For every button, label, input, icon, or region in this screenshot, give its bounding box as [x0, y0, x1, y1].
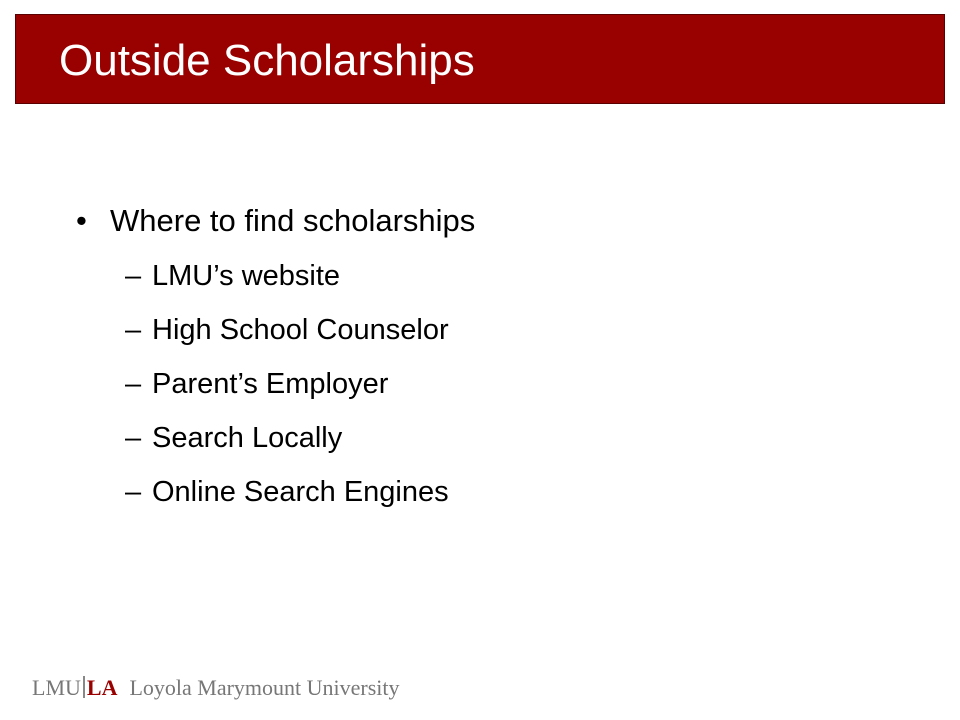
sub-bullet-item — [125, 421, 449, 475]
footer-la: LA — [86, 675, 118, 700]
sub-bullet-text: LMU’s website — [152, 260, 341, 292]
dash-icon: – — [125, 422, 142, 454]
bullet-item — [76, 203, 475, 239]
footer-separator — [83, 676, 85, 698]
sub-bullet-item — [125, 313, 449, 367]
sub-bullet-text: Online Search Engines — [152, 476, 449, 508]
sub-bullet-list — [125, 259, 449, 529]
dash-icon: – — [125, 476, 142, 508]
footer-university-name: Loyola Marymount University — [129, 675, 400, 700]
sub-bullet-item — [125, 475, 449, 529]
sub-bullet-item — [125, 259, 449, 313]
dash-icon: – — [125, 314, 142, 346]
sub-bullet-item — [125, 367, 449, 421]
sub-bullet-text: High School Counselor — [152, 314, 449, 346]
sub-bullet-text: Search Locally — [152, 422, 343, 454]
title-bar — [15, 14, 945, 104]
sub-bullet-text: Parent’s Employer — [152, 368, 389, 400]
slide-title: Outside Scholarships — [59, 36, 475, 85]
bullet-icon: • — [76, 203, 87, 238]
footer-logo — [32, 676, 400, 700]
dash-icon: – — [125, 368, 142, 400]
footer-lmu: LMU — [32, 675, 81, 700]
dash-icon: – — [125, 260, 142, 292]
bullet-text: Where to find scholarships — [110, 203, 476, 238]
